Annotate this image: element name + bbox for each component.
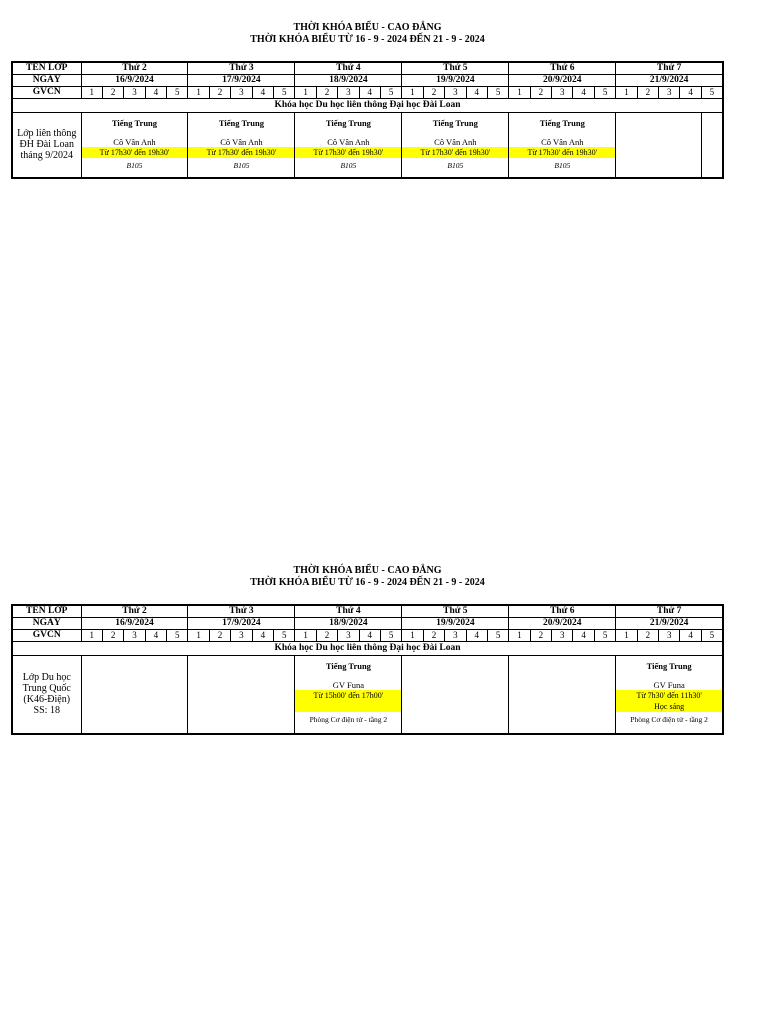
period-number: 1 xyxy=(402,630,423,642)
class-size: SS: 18 xyxy=(33,705,60,717)
day-name: Thứ 6 xyxy=(509,605,616,618)
empty-cell xyxy=(701,113,723,178)
period-number: 4 xyxy=(145,630,166,642)
period-row xyxy=(12,87,723,99)
session-teacher: Cô Vân Anh xyxy=(541,137,584,147)
label-gvcn: GVCN xyxy=(12,630,81,642)
label-date: NGÀY xyxy=(12,618,81,630)
day-name: Thứ 2 xyxy=(81,62,188,75)
session-subject: Tiếng Trung xyxy=(539,118,585,128)
day-name: Thứ 3 xyxy=(188,62,295,75)
session-room: B105 xyxy=(340,161,357,170)
session-subject: Tiếng Trung xyxy=(432,118,478,128)
period-number: 2 xyxy=(209,87,230,99)
session-subject: Tiếng Trung xyxy=(325,661,371,671)
label-class: TEN LỚP xyxy=(12,62,81,75)
period-number: 3 xyxy=(552,87,573,99)
period-number: 1 xyxy=(402,87,423,99)
period-number: 3 xyxy=(552,630,573,642)
day-name: Thứ 7 xyxy=(616,605,723,618)
period-number: 4 xyxy=(466,87,487,99)
period-number: 4 xyxy=(252,630,273,642)
day-date: 18/9/2024 xyxy=(295,618,402,630)
period-number: 1 xyxy=(81,87,102,99)
session-teacher: Cô Vân Anh xyxy=(327,137,370,147)
class-name xyxy=(12,656,81,734)
day-name: Thứ 4 xyxy=(295,62,402,75)
period-number: 1 xyxy=(616,630,637,642)
period-number: 5 xyxy=(487,87,508,99)
period-number: 4 xyxy=(145,87,166,99)
course-row xyxy=(12,642,723,656)
day-date: 19/9/2024 xyxy=(402,75,509,87)
period-number: 3 xyxy=(338,87,359,99)
class-name: Lớp liên thông ĐH Đài Loan tháng 9/2024 xyxy=(12,113,81,178)
period-number: 2 xyxy=(423,630,444,642)
empty-cell xyxy=(402,656,509,734)
session-cell xyxy=(81,113,188,178)
day-date: 20/9/2024 xyxy=(509,75,616,87)
empty-cell xyxy=(616,113,702,178)
day-date: 20/9/2024 xyxy=(509,618,616,630)
period-number: 1 xyxy=(616,87,637,99)
period-number: 5 xyxy=(274,630,295,642)
day-name: Thứ 2 xyxy=(81,605,188,618)
period-number: 2 xyxy=(530,87,551,99)
class-name-line: (K46-Điện) xyxy=(23,694,71,706)
session-teacher: Cô Vân Anh xyxy=(220,137,263,147)
session-cell xyxy=(509,113,616,178)
period-number: 2 xyxy=(637,87,658,99)
period-number: 3 xyxy=(124,87,145,99)
period-number: 5 xyxy=(487,630,508,642)
period-number: 2 xyxy=(316,87,337,99)
schedule-title: THỜI KHÓA BIỂU - CAO ĐẲNG xyxy=(293,22,442,33)
empty-cell xyxy=(188,656,295,734)
day-date: 17/9/2024 xyxy=(188,75,295,87)
day-name: Thứ 3 xyxy=(188,605,295,618)
schedule-2-titles xyxy=(11,565,724,604)
period-number: 4 xyxy=(359,630,380,642)
period-number: 4 xyxy=(573,630,594,642)
period-number: 5 xyxy=(167,630,188,642)
session-cell xyxy=(188,113,295,178)
day-date: 16/9/2024 xyxy=(81,75,188,87)
session-room: B105 xyxy=(233,161,250,170)
schedule-title: THỜI KHÓA BIỂU - CAO ĐẲNG xyxy=(293,565,442,576)
session-cell xyxy=(402,113,509,178)
session-time: Từ 17h30' đến 19h30' xyxy=(402,147,508,158)
session-cell xyxy=(295,113,402,178)
period-number: 5 xyxy=(380,630,401,642)
session-time: Từ 15h00' đến 17h00' xyxy=(295,690,401,712)
session-time: Từ 7h30' đến 11h30' xyxy=(616,690,722,701)
period-number: 2 xyxy=(209,630,230,642)
schedule-1 xyxy=(11,22,724,179)
day-name-row xyxy=(12,62,723,75)
period-number: 2 xyxy=(102,630,123,642)
schedule-subtitle: THỜI KHÓA BIỂU TỪ 16 - 9 - 2024 ĐẾN 21 - 9 - 2024 xyxy=(250,577,485,588)
period-row xyxy=(12,630,723,642)
period-number: 2 xyxy=(102,87,123,99)
period-number: 2 xyxy=(637,630,658,642)
session-cell xyxy=(295,656,402,734)
period-number: 2 xyxy=(530,630,551,642)
session-room: Phòng Cơ điện tử - tầng 2 xyxy=(309,715,388,724)
class-row xyxy=(12,113,723,178)
day-date: 21/9/2024 xyxy=(616,618,723,630)
session-room: Phòng Cơ điện tử - tầng 2 xyxy=(630,715,708,724)
schedule-subtitle: THỜI KHÓA BIỂU TỪ 16 - 9 - 2024 ĐẾN 21 - 9 - 2024 xyxy=(250,34,485,45)
period-number: 1 xyxy=(295,630,316,642)
session-teacher: Cô Vân Anh xyxy=(113,137,156,147)
period-number: 3 xyxy=(659,630,680,642)
period-number: 1 xyxy=(509,630,530,642)
period-number: 1 xyxy=(81,630,102,642)
day-date: 19/9/2024 xyxy=(402,618,509,630)
day-name: Thứ 5 xyxy=(402,62,509,75)
schedule-2 xyxy=(11,565,724,735)
day-name: Thứ 5 xyxy=(402,605,509,618)
session-room: B105 xyxy=(554,161,571,170)
session-time: Từ 17h30' đến 19h30' xyxy=(295,147,401,158)
date-row xyxy=(12,75,723,87)
period-number: 1 xyxy=(509,87,530,99)
day-name: Thứ 7 xyxy=(616,62,723,75)
period-number: 3 xyxy=(231,87,252,99)
day-name: Thứ 4 xyxy=(295,605,402,618)
session-cell xyxy=(616,656,723,734)
class-name-line: Lớp Du học Trung Quốc xyxy=(22,672,71,695)
period-number: 4 xyxy=(466,630,487,642)
period-number: 3 xyxy=(231,630,252,642)
session-teacher: Cô Vân Anh xyxy=(434,137,477,147)
day-date: 21/9/2024 xyxy=(616,75,723,87)
session-subject: Tiếng Trung xyxy=(111,118,158,128)
period-number: 5 xyxy=(274,87,295,99)
session-note: Học sáng xyxy=(616,701,722,712)
period-number: 2 xyxy=(316,630,337,642)
period-number: 3 xyxy=(124,630,145,642)
course-title: Khóa học Du học liên thông Đại học Đài Loan xyxy=(12,642,723,656)
session-room: B105 xyxy=(126,161,143,170)
timetable xyxy=(11,61,724,179)
empty-cell xyxy=(81,656,188,734)
period-number: 2 xyxy=(423,87,444,99)
day-date: 18/9/2024 xyxy=(295,75,402,87)
session-time: Từ 17h30' đến 19h30' xyxy=(82,147,188,158)
period-number: 5 xyxy=(701,87,723,99)
course-row xyxy=(12,99,723,113)
session-teacher: GV Funa xyxy=(332,680,364,690)
session-subject: Tiếng Trung xyxy=(325,118,371,128)
day-date: 16/9/2024 xyxy=(81,618,188,630)
period-number: 4 xyxy=(680,87,701,99)
period-number: 3 xyxy=(445,630,466,642)
empty-cell xyxy=(509,656,616,734)
session-time: Từ 17h30' đến 19h30' xyxy=(509,147,615,158)
period-number: 4 xyxy=(252,87,273,99)
date-row xyxy=(12,618,723,630)
day-name-row xyxy=(12,605,723,618)
period-number: 3 xyxy=(659,87,680,99)
session-subject: Tiếng Trung xyxy=(218,118,264,128)
period-number: 3 xyxy=(338,630,359,642)
label-date: NGÀY xyxy=(12,75,81,87)
label-gvcn: GVCN xyxy=(12,87,81,99)
period-number: 5 xyxy=(701,630,723,642)
period-number: 5 xyxy=(594,630,615,642)
period-number: 3 xyxy=(445,87,466,99)
period-number: 4 xyxy=(573,87,594,99)
session-room: B105 xyxy=(447,161,464,170)
session-time: Từ 17h30' đến 19h30' xyxy=(188,147,294,158)
period-number: 4 xyxy=(359,87,380,99)
period-number: 5 xyxy=(167,87,188,99)
day-name: Thứ 6 xyxy=(509,62,616,75)
period-number: 1 xyxy=(188,630,209,642)
session-teacher: GV Funa xyxy=(653,680,685,690)
day-date: 17/9/2024 xyxy=(188,618,295,630)
class-row xyxy=(12,656,723,734)
period-number: 1 xyxy=(295,87,316,99)
period-number: 5 xyxy=(594,87,615,99)
period-number: 5 xyxy=(380,87,401,99)
schedule-1-titles xyxy=(11,22,724,61)
course-title: Khóa học Du học liên thông Đại học Đài Loan xyxy=(12,99,723,113)
timetable xyxy=(11,604,724,735)
label-class: TEN LỚP xyxy=(12,605,81,618)
session-subject: Tiếng Trung xyxy=(646,661,692,671)
period-number: 1 xyxy=(188,87,209,99)
period-number: 4 xyxy=(680,630,701,642)
